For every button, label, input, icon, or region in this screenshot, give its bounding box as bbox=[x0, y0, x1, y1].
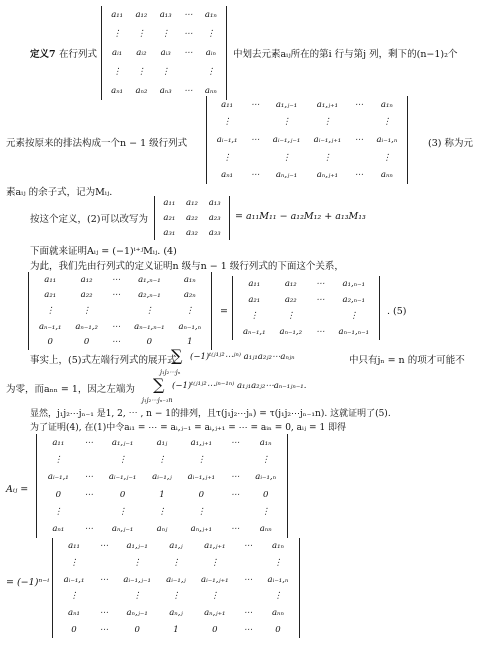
matrix-cell: ⋮ bbox=[286, 311, 296, 321]
determinant-3x3 bbox=[154, 196, 230, 240]
matrix-cell: 0 bbox=[146, 337, 153, 348]
matrix-cell: ⋯ bbox=[354, 99, 364, 110]
matrix-cell: a₂₁ bbox=[163, 212, 176, 223]
matrix-cell: aᵢ₂ bbox=[136, 47, 147, 58]
matrix-cell: a₂₁ bbox=[248, 295, 261, 305]
matrix-cell: ⋮ bbox=[197, 454, 206, 465]
matrix-cell: ⋯ bbox=[230, 489, 240, 500]
matrix-cell: aₙ₂ bbox=[135, 85, 148, 96]
matrix-cell: aᵢ₋₁,ⱼ₋₁ bbox=[123, 574, 151, 585]
matrix-cell: ⋮ bbox=[323, 117, 332, 128]
matrix-cell: a₁₂ bbox=[186, 198, 198, 209]
matrix-cell: aₙ₋₁,₁ bbox=[38, 321, 62, 332]
matrix-cell: aᵢ₋₁,ⱼ bbox=[152, 472, 172, 483]
matrix-cell: ⋮ bbox=[382, 152, 392, 163]
matrix-cell: 0 bbox=[134, 624, 140, 635]
matrix-cell: aₙⱼ bbox=[156, 524, 168, 535]
matrix-cell: ⋯ bbox=[111, 274, 121, 285]
matrix-cell: aᵢ₋₁,ₙ bbox=[255, 472, 277, 483]
matrix-cell: a₁₁ bbox=[68, 541, 80, 552]
matrix-cell: 0 bbox=[119, 489, 126, 500]
matrix-cell: a₂₂ bbox=[186, 212, 198, 223]
determinant-full bbox=[101, 6, 227, 100]
matrix-cell: aₙ₁ bbox=[111, 85, 124, 96]
matrix-cell: aᵢₙ bbox=[205, 47, 216, 58]
rewrite-intro: 按这个定义，(2)可以改写为 bbox=[30, 214, 148, 225]
matrix-cell: aₙ,ⱼ₋₁ bbox=[126, 607, 148, 618]
matrix-cell: a₁ₙ bbox=[204, 10, 217, 21]
matrix-cell: aₙₙ bbox=[204, 85, 217, 96]
matrix-cell: aᵢ₋₁,₁ bbox=[63, 574, 85, 585]
matrix-cell: aₙ,ⱼ₊₁ bbox=[204, 607, 226, 618]
matrix-cell: a₂ₙ bbox=[183, 290, 196, 301]
sum-symbol-1: ∑ bbox=[171, 346, 183, 365]
matrix-cell: a₁₁ bbox=[111, 10, 124, 21]
matrix-cell: a₁ⱼ bbox=[156, 437, 168, 448]
matrix-cell: ⋮ bbox=[250, 311, 259, 321]
matrix-cell: a₁₃ bbox=[208, 198, 221, 209]
matrix-cell: 0 bbox=[198, 489, 205, 500]
matrix-cell: a₁₃ bbox=[159, 10, 172, 21]
matrix-cell: a₂,ₙ₋₁ bbox=[138, 290, 161, 301]
prove-statement: 下面就来证明Aᵢⱼ = (−1)ⁱ⁺ʲMᵢⱼ. (4) bbox=[30, 246, 177, 257]
relation-tag: . (5) bbox=[387, 306, 407, 317]
matrix-cell: 0 bbox=[47, 337, 53, 348]
matrix-cell: aᵢ₋₁,ⱼ₊₁ bbox=[187, 472, 216, 483]
matrix-cell: aₙ₋₁,₁ bbox=[242, 327, 266, 337]
matrix-cell: ⋮ bbox=[171, 557, 181, 568]
matrix-cell: ⋯ bbox=[316, 327, 325, 337]
matrix-cell: aₙ₁ bbox=[221, 170, 234, 181]
definition-label: 定义7 bbox=[30, 49, 56, 60]
matrix-cell: a₂₂ bbox=[284, 295, 297, 305]
matrix-cell: ⋯ bbox=[250, 170, 260, 181]
matrix-cell: a₁,ⱼ₋₁ bbox=[126, 541, 148, 552]
matrix-cell: ⋮ bbox=[282, 117, 291, 128]
matrix-cell: aᵢ₋₁,ⱼ bbox=[166, 574, 186, 585]
matrix-cell: aₙ₋₁,₂ bbox=[75, 321, 98, 332]
matrix-cell: a₁₁ bbox=[44, 274, 57, 285]
matrix-cell: 0 bbox=[275, 624, 281, 635]
matrix-cell: ⋯ bbox=[243, 574, 253, 585]
matrix-cell: a₃₁ bbox=[163, 227, 176, 238]
matrix-cell: ⋯ bbox=[111, 321, 121, 332]
to-prove-statement: 为了证明(4), 在(1)中令aᵢ₁ = ⋯ = aᵢ,ⱼ₋₁ = aᵢ,ⱼ₊₁ = ⋯ = aᵢₙ = 0, aᵢⱼ = 1 即得 bbox=[30, 423, 347, 433]
matrix-cell: ⋮ bbox=[112, 29, 122, 40]
matrix-cell: ⋮ bbox=[157, 454, 167, 465]
matrix-cell: 0 bbox=[55, 489, 61, 500]
matrix-cell: ⋮ bbox=[137, 66, 146, 77]
matrix-cell: ⋮ bbox=[206, 66, 216, 77]
matrix-cell: aᵢ₋₁,ₙ bbox=[267, 574, 289, 585]
matrix-cell: ⋮ bbox=[157, 506, 167, 517]
matrix-cell: aᵢ₁ bbox=[112, 47, 123, 58]
matrix-cell: ⋮ bbox=[45, 305, 55, 316]
determinant-permuted bbox=[52, 538, 300, 638]
matrix-cell: aᵢ₋₁,ⱼ₊₁ bbox=[313, 134, 342, 145]
matrix-cell: a₁ₙ bbox=[183, 274, 196, 285]
minor-tag: (3) 称为元 bbox=[428, 138, 473, 149]
matrix-cell: aₙ,ⱼ₋₁ bbox=[111, 524, 134, 535]
matrix-cell: ⋮ bbox=[273, 557, 283, 568]
matrix-cell: a₁₂ bbox=[80, 274, 93, 285]
determinant-minor bbox=[206, 96, 408, 184]
matrix-cell: aₙₙ bbox=[380, 170, 393, 181]
matrix-cell: ⋯ bbox=[243, 607, 253, 618]
sum-symbol-2: ∑ bbox=[153, 375, 165, 394]
matrix-cell: a₂₂ bbox=[80, 290, 93, 301]
matrix-cell: ⋮ bbox=[69, 557, 79, 568]
matrix-cell: ⋯ bbox=[354, 134, 364, 145]
matrix-cell: a₁,ⱼ₊₁ bbox=[190, 437, 212, 448]
matrix-cell: ⋯ bbox=[243, 541, 253, 552]
matrix-cell: ⋮ bbox=[54, 454, 63, 465]
matrix-cell: a₃₃ bbox=[208, 227, 221, 238]
matrix-cell: ⋮ bbox=[210, 557, 220, 568]
matrix-cell: ⋯ bbox=[99, 607, 109, 618]
matrix-cell: ⋮ bbox=[132, 591, 142, 602]
matrix-cell: ⋮ bbox=[382, 117, 392, 128]
matrix-cell: a₁,ⱼ₊₁ bbox=[316, 99, 339, 110]
matrix-cell: a₁₁ bbox=[52, 437, 65, 448]
matrix-cell: aᵢ₋₁,₁ bbox=[47, 472, 69, 483]
matrix-cell: ⋮ bbox=[69, 591, 79, 602]
matrix-cell: ⋮ bbox=[349, 311, 359, 321]
matrix-cell: a₂₃ bbox=[208, 212, 221, 223]
matrix-cell: ⋯ bbox=[99, 541, 109, 552]
determinant-aij bbox=[36, 434, 288, 538]
matrix-cell: ⋮ bbox=[261, 506, 270, 517]
matrix-cell: a₂₁ bbox=[44, 290, 57, 301]
expansion-formula: = a₁₁M₁₁ − a₁₂M₁₂ + a₁₃M₁₃ bbox=[235, 211, 366, 222]
matrix-cell: ⋮ bbox=[222, 152, 232, 163]
matrix-cell: ⋮ bbox=[282, 152, 291, 163]
matrix-cell: ⋯ bbox=[99, 574, 109, 585]
matrix-cell: a₁₂ bbox=[284, 279, 297, 289]
matrix-cell: aₙₙ bbox=[259, 524, 272, 535]
matrix-cell: aᵢ₋₁,ₙ bbox=[376, 134, 398, 145]
matrix-cell: 0 bbox=[83, 337, 90, 348]
sum-term-1: (−1)ᵗ⁽ʲ¹ʲ²⋯ʲⁿ⁾ a₁ⱼ₁a₂ⱼ₂⋯aₙⱼₙ bbox=[190, 352, 295, 362]
sum-subscript-1: j₁j₂⋯jₙ bbox=[160, 368, 181, 376]
sum-subscript-2: j₁j₂⋯jₙ₋₁n bbox=[142, 396, 173, 404]
matrix-cell: 0 bbox=[71, 624, 77, 635]
matrix-cell: ⋯ bbox=[243, 624, 253, 635]
matrix-cell: a₁,ⱼ₊₁ bbox=[204, 541, 226, 552]
matrix-cell: ⋯ bbox=[183, 47, 193, 58]
matrix-cell: ⋮ bbox=[118, 506, 127, 517]
matrix-cell: ⋮ bbox=[206, 29, 216, 40]
matrix-cell: aᵢ₋₁,₁ bbox=[216, 134, 238, 145]
matrix-cell: ⋯ bbox=[84, 437, 93, 448]
matrix-cell: 1 bbox=[187, 337, 193, 348]
matrix-cell: aₙ₋₁,₂ bbox=[279, 327, 303, 337]
matrix-cell: a₃₂ bbox=[186, 227, 198, 238]
matrix-cell: ⋮ bbox=[82, 305, 91, 316]
minor-definition-end: 素aᵢⱼ 的余子式，记为Mᵢⱼ. bbox=[6, 187, 113, 198]
matrix-cell: ⋮ bbox=[222, 117, 232, 128]
matrix-cell: a₁ₙ bbox=[380, 99, 393, 110]
matrix-cell: a₁₂ bbox=[135, 10, 148, 21]
matrix-cell: 0 bbox=[212, 624, 218, 635]
matrix-cell: ⋯ bbox=[316, 295, 325, 305]
matrix-cell: ⋯ bbox=[316, 279, 325, 289]
matrix-cell: ⋮ bbox=[132, 557, 142, 568]
matrix-cell: a₁,ₙ₋₁ bbox=[138, 274, 161, 285]
matrix-cell: ⋯ bbox=[183, 85, 193, 96]
matrix-cell: aᵢ₋₁,ⱼ₋₁ bbox=[272, 134, 301, 145]
matrix-cell: ⋮ bbox=[261, 454, 270, 465]
definition-text: 中划去元素aᵢⱼ所在的第i 行与第j 列，剩下的(n−1)₂个 bbox=[233, 49, 458, 60]
matrix-cell: ⋮ bbox=[273, 591, 283, 602]
matrix-cell: a₁,ⱼ bbox=[169, 541, 183, 552]
relation-equals: = bbox=[220, 306, 228, 317]
matrix-cell: ⋮ bbox=[161, 29, 170, 40]
matrix-cell: aᵢ₋₁,ⱼ₋₁ bbox=[108, 472, 137, 483]
matrix-cell: a₁,ₙ₋₁ bbox=[342, 279, 366, 289]
matrix-cell: ⋯ bbox=[354, 170, 364, 181]
matrix-cell: ⋮ bbox=[118, 454, 127, 465]
matrix-cell: a₁,ⱼ₋₁ bbox=[275, 99, 298, 110]
minor-intro: 元素按原来的排法构成一个n − 1 级行列式 bbox=[6, 138, 188, 149]
matrix-cell: aₙ₃ bbox=[159, 85, 172, 96]
matrix-cell: ⋮ bbox=[197, 506, 206, 517]
matrix-cell: a₁,ⱼ₋₁ bbox=[111, 437, 134, 448]
determinant-right-5 bbox=[232, 276, 380, 340]
matrix-cell: ⋮ bbox=[323, 152, 332, 163]
matrix-cell: a₂,ₙ₋₁ bbox=[342, 295, 366, 305]
matrix-cell: aₙ₁ bbox=[52, 524, 65, 535]
matrix-cell: ⋮ bbox=[161, 66, 170, 77]
matrix-cell: ⋯ bbox=[111, 337, 121, 348]
matrix-cell: a₁ₙ bbox=[259, 437, 272, 448]
aij-sign-label: = (−1)ⁿ⁻ⁱ bbox=[6, 577, 50, 588]
matrix-cell: aₙ₋₁,ₙ₋₁ bbox=[134, 321, 165, 332]
matrix-cell: ⋯ bbox=[250, 134, 260, 145]
matrix-cell: ⋮ bbox=[171, 591, 181, 602]
sum-term-2: (−1)ᵗ⁽ʲ¹ʲ²⋯ʲⁿ⁻¹ⁿ⁾ a₁ⱼ₁a₂ⱼ₂⋯aₙ₋₁ⱼₙ₋₁. bbox=[172, 381, 307, 391]
matrix-cell: ⋮ bbox=[54, 506, 63, 517]
matrix-cell: aᵢ₋₁,ⱼ₊₁ bbox=[201, 574, 229, 585]
matrix-cell: aₙₙ bbox=[271, 607, 284, 618]
matrix-cell: aₙ,ⱼ bbox=[169, 607, 183, 618]
matrix-cell: aₙ,ⱼ₋₁ bbox=[275, 170, 298, 181]
matrix-cell: ⋮ bbox=[145, 305, 154, 316]
matrix-cell: ⋯ bbox=[250, 99, 260, 110]
matrix-cell: ⋯ bbox=[183, 29, 193, 40]
matrix-cell: 1 bbox=[173, 624, 179, 635]
aij-label: Aᵢⱼ = bbox=[6, 484, 29, 495]
definition-intro: 在行列式 bbox=[59, 49, 98, 60]
matrix-cell: ⋯ bbox=[230, 437, 240, 448]
matrix-cell: 0 bbox=[262, 489, 269, 500]
matrix-cell: ⋯ bbox=[111, 290, 121, 301]
clear-statement: 显然，j₁j₂⋯jₙ₋₁ 是1, 2, ⋯ , n − 1的排列，且τ(j₁j₂⋯jₙ) = τ(j₁j₂⋯jₙ₋₁n). 这就证明了(5). bbox=[30, 409, 391, 419]
matrix-cell: ⋮ bbox=[137, 29, 146, 40]
matrix-cell: ⋮ bbox=[185, 305, 195, 316]
matrix-cell: a₁ₙ bbox=[272, 541, 284, 552]
matrix-cell: aₙ,ⱼ₊₁ bbox=[190, 524, 213, 535]
fact-line-2: 为零，而aₙₙ = 1，因之左端为 bbox=[6, 384, 135, 395]
matrix-cell: ⋯ bbox=[84, 472, 93, 483]
matrix-cell: a₁₁ bbox=[163, 198, 176, 209]
matrix-cell: ⋯ bbox=[84, 524, 93, 535]
matrix-cell: ⋯ bbox=[84, 489, 93, 500]
matrix-cell: aₙ₋₁,ₙ bbox=[178, 321, 202, 332]
matrix-cell: a₁₁ bbox=[221, 99, 234, 110]
matrix-cell: 1 bbox=[159, 489, 165, 500]
determinant-left-5 bbox=[28, 272, 212, 350]
matrix-cell: aᵢ₃ bbox=[160, 47, 171, 58]
matrix-cell: ⋯ bbox=[230, 524, 240, 535]
matrix-cell: ⋮ bbox=[210, 591, 220, 602]
matrix-cell: aₙ₁ bbox=[68, 607, 80, 618]
matrix-cell: aₙ,ⱼ₊₁ bbox=[316, 170, 339, 181]
matrix-cell: ⋮ bbox=[112, 66, 122, 77]
matrix-cell: ⋯ bbox=[99, 624, 109, 635]
matrix-cell: a₁₁ bbox=[248, 279, 261, 289]
matrix-cell: aₙ₋₁,ₙ₋₁ bbox=[338, 327, 369, 337]
matrix-cell: ⋯ bbox=[230, 472, 240, 483]
fact-intro-end: 中只有jₙ = n 的项才可能不 bbox=[349, 355, 465, 366]
relation-intro: 为此，我们先由行列式的定义证明n 级与n − 1 级行列式的下面这个关系， bbox=[30, 261, 344, 272]
matrix-cell: ⋯ bbox=[183, 10, 193, 21]
fact-intro: 事实上，(5)式左端行列式的展开式 bbox=[30, 355, 177, 366]
